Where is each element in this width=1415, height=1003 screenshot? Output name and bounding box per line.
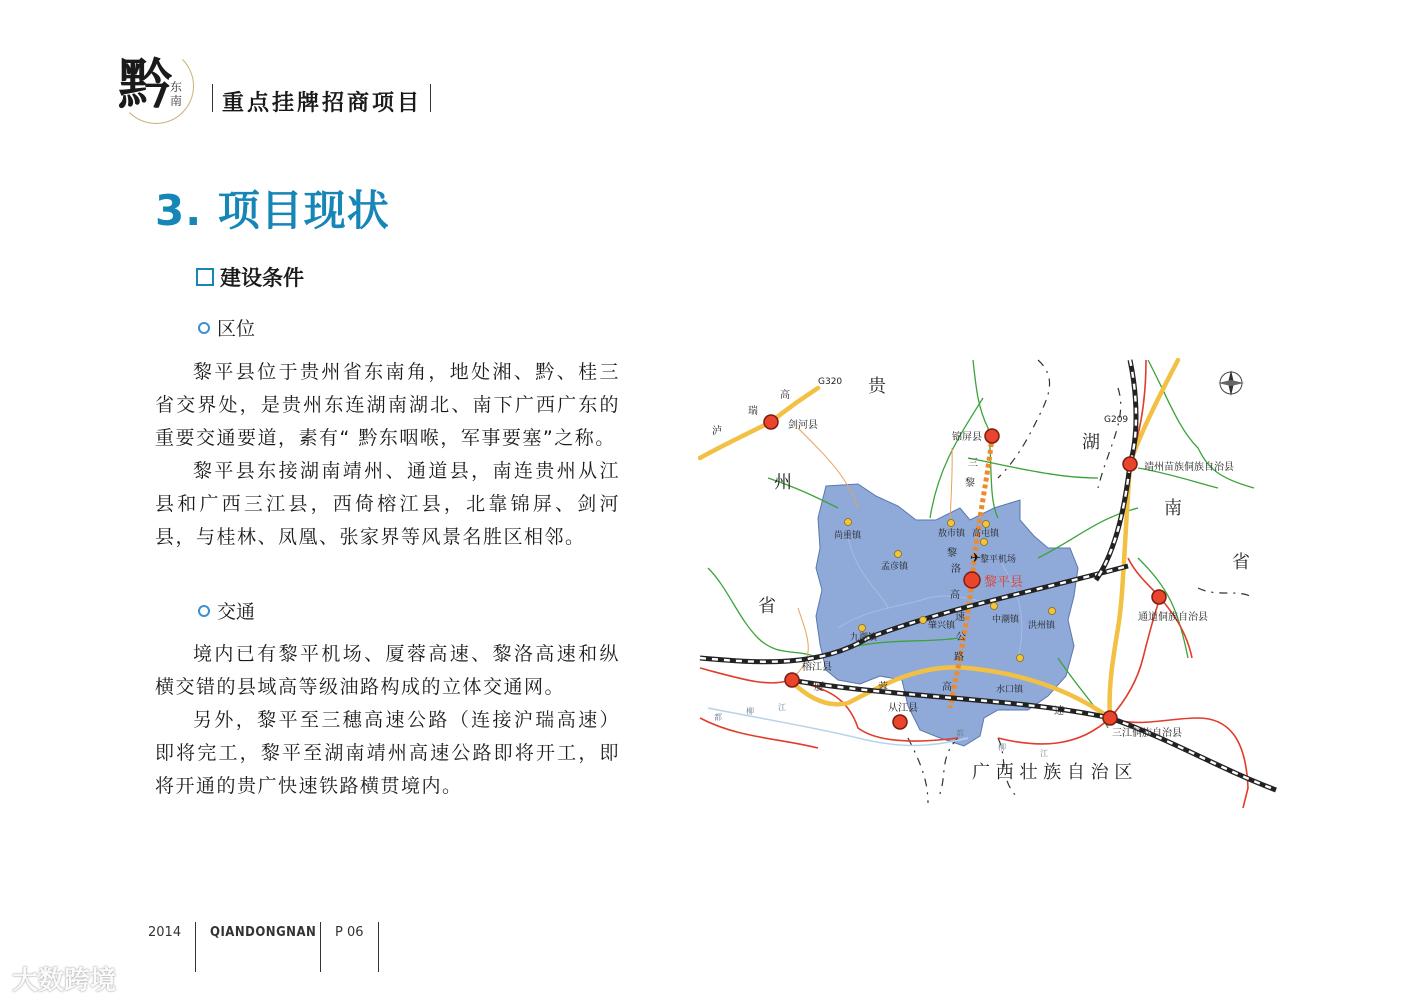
transport-text [155, 638, 620, 803]
town-label-shuikou: 水口镇 [996, 685, 1024, 695]
logo-sub-text: 东南 [170, 80, 183, 108]
location-paragraph-2: 黎平县东接湖南靖州、通道县，南连贵州从江县和广西三江县，西倚榕江县，北靠锦屏、剑河县，与桂林、凤凰、张家界等风景名胜区相邻。 [155, 460, 620, 548]
region-label-guangxi: 广 西 壮 族 自 治 区 [972, 762, 1133, 783]
footer-page: P 06 [335, 925, 364, 940]
region-label-zhou: 州 [774, 472, 792, 493]
duliu-w-2: 柳 [746, 707, 754, 716]
town-label-shangzhong: 尚重镇 [834, 531, 862, 541]
sanli-label-2: 黎 [965, 478, 975, 489]
town-label-zhongchao: 中潮镇 [992, 615, 1020, 625]
location-map [698, 358, 1278, 808]
xiarong-label-2: 蓉 [878, 682, 888, 693]
town-label-hongzhou: 洪州镇 [1028, 621, 1056, 631]
sanli-label-1: 三 [968, 458, 978, 469]
road-label-g209: G209 [1104, 415, 1129, 425]
watermark: 大数跨境 [12, 966, 117, 996]
county-dot-tongdao [1152, 590, 1166, 604]
town-label-gaotun: 高屯镇 [972, 529, 1000, 539]
liluo-label-6: 路 [954, 652, 964, 663]
circle-bullet-icon [198, 322, 210, 334]
town-label-mengyan: 孟彦镇 [881, 562, 909, 572]
town-label-jiuchao: 九潮镇 [850, 633, 878, 643]
footer-divider-3 [378, 922, 379, 972]
location-text [155, 356, 620, 554]
subsection-heading [196, 262, 304, 292]
transport-heading [198, 597, 255, 624]
section-title: 3. 项目现状 [155, 186, 390, 235]
xiarong-label-3: 高 [942, 682, 952, 693]
transport-paragraph-1: 境内已有黎平机场、厦蓉高速、黎洛高速和纵横交错的县域高等级油路构成的立体交通网。 [155, 643, 620, 698]
location-paragraph-1: 黎平县位于贵州省东南角，地处湘、黔、桂三省交界处，是贵州东连湖南湖北、南下广西广东的重要交通要道，素有“ 黔东咽喉，军事要塞”之称。 [155, 361, 620, 449]
airport-icon: ✈ [970, 551, 981, 566]
county-label-congjiang: 从江县 [888, 703, 918, 714]
compass-icon [1218, 370, 1244, 396]
county-dot-congjiang [893, 715, 907, 729]
header-divider-left [212, 84, 213, 112]
square-bullet-icon [196, 268, 214, 286]
region-label-gui: 贵 [868, 376, 886, 397]
xiarong-label-1: 厦 [814, 682, 824, 693]
hurui-label-3: 泸 [712, 426, 722, 437]
subsection-title: 建设条件 [220, 266, 304, 290]
liluo-label-5: 公 [956, 632, 966, 643]
liluo-label-2: 洛 [951, 564, 961, 575]
location-heading [198, 314, 255, 341]
liluo-label-1: 黎 [947, 548, 957, 559]
county-label-jingzhou: 靖州苗族侗族自治县 [1144, 462, 1234, 473]
region-label-sheng-e: 省 [1232, 552, 1250, 573]
county-dot-jianhe [764, 415, 778, 429]
duliu-e-2: 柳 [998, 743, 1006, 752]
region-label-hu: 湖 [1082, 432, 1100, 453]
footer-brand: QIANDONGNAN [210, 925, 317, 940]
hurui-label-2: 瑞 [748, 406, 758, 417]
liluo-label-3: 高 [950, 590, 960, 601]
footer-divider-1 [195, 922, 196, 972]
header-divider-right [430, 84, 431, 112]
footer-divider-2 [320, 922, 321, 972]
county-label-jinping: 锦屏县 [952, 432, 982, 443]
county-label-rongjiang: 榕江县 [802, 662, 832, 673]
xiarong-label-4: 速 [1054, 706, 1064, 717]
county-dot-liping [964, 572, 980, 588]
duliu-w-1: 都 [714, 713, 722, 722]
county-label-tongdao: 通道侗族自治县 [1138, 612, 1208, 623]
county-dot-jingzhou [1123, 457, 1137, 471]
town-label-zhaoxing: 肇兴镇 [928, 621, 956, 631]
town-label-aoshi: 敖市镇 [938, 529, 966, 539]
location-label: 区位 [217, 318, 256, 340]
footer-year: 2014 [148, 925, 182, 940]
region-label-nan: 南 [1164, 498, 1182, 519]
hurui-label-1: 高 [780, 390, 790, 401]
circle-bullet-icon [198, 605, 210, 617]
town-label-airport: 黎平机场 [980, 555, 1017, 565]
county-dot-jinping [985, 429, 999, 443]
duliu-e-3: 江 [1040, 749, 1048, 758]
county-label-jianhe: 剑河县 [788, 420, 818, 431]
county-label-liping: 黎平县 [984, 575, 1024, 590]
transport-label: 交通 [217, 601, 256, 623]
county-dot-sanjiang [1103, 711, 1117, 725]
duliu-w-3: 江 [778, 703, 786, 712]
logo-main-char: 黔 [118, 52, 170, 116]
transport-paragraph-2: 另外，黎平至三穗高速公路（连接沪瑞高速）即将完工，黎平至湖南靖州高速公路即将开工，即将开通的贵广快速铁路横贯境内。 [155, 709, 620, 797]
county-dot-rongjiang [785, 673, 799, 687]
liluo-label-4: 速 [955, 612, 965, 623]
region-label-sheng-w: 省 [758, 596, 776, 617]
county-label-sanjiang: 三江侗族自治县 [1112, 728, 1182, 739]
header-title: 重点挂牌招商项目 [222, 90, 423, 116]
road-label-g320: G320 [818, 377, 843, 387]
duliu-e-1: 都 [956, 729, 964, 738]
